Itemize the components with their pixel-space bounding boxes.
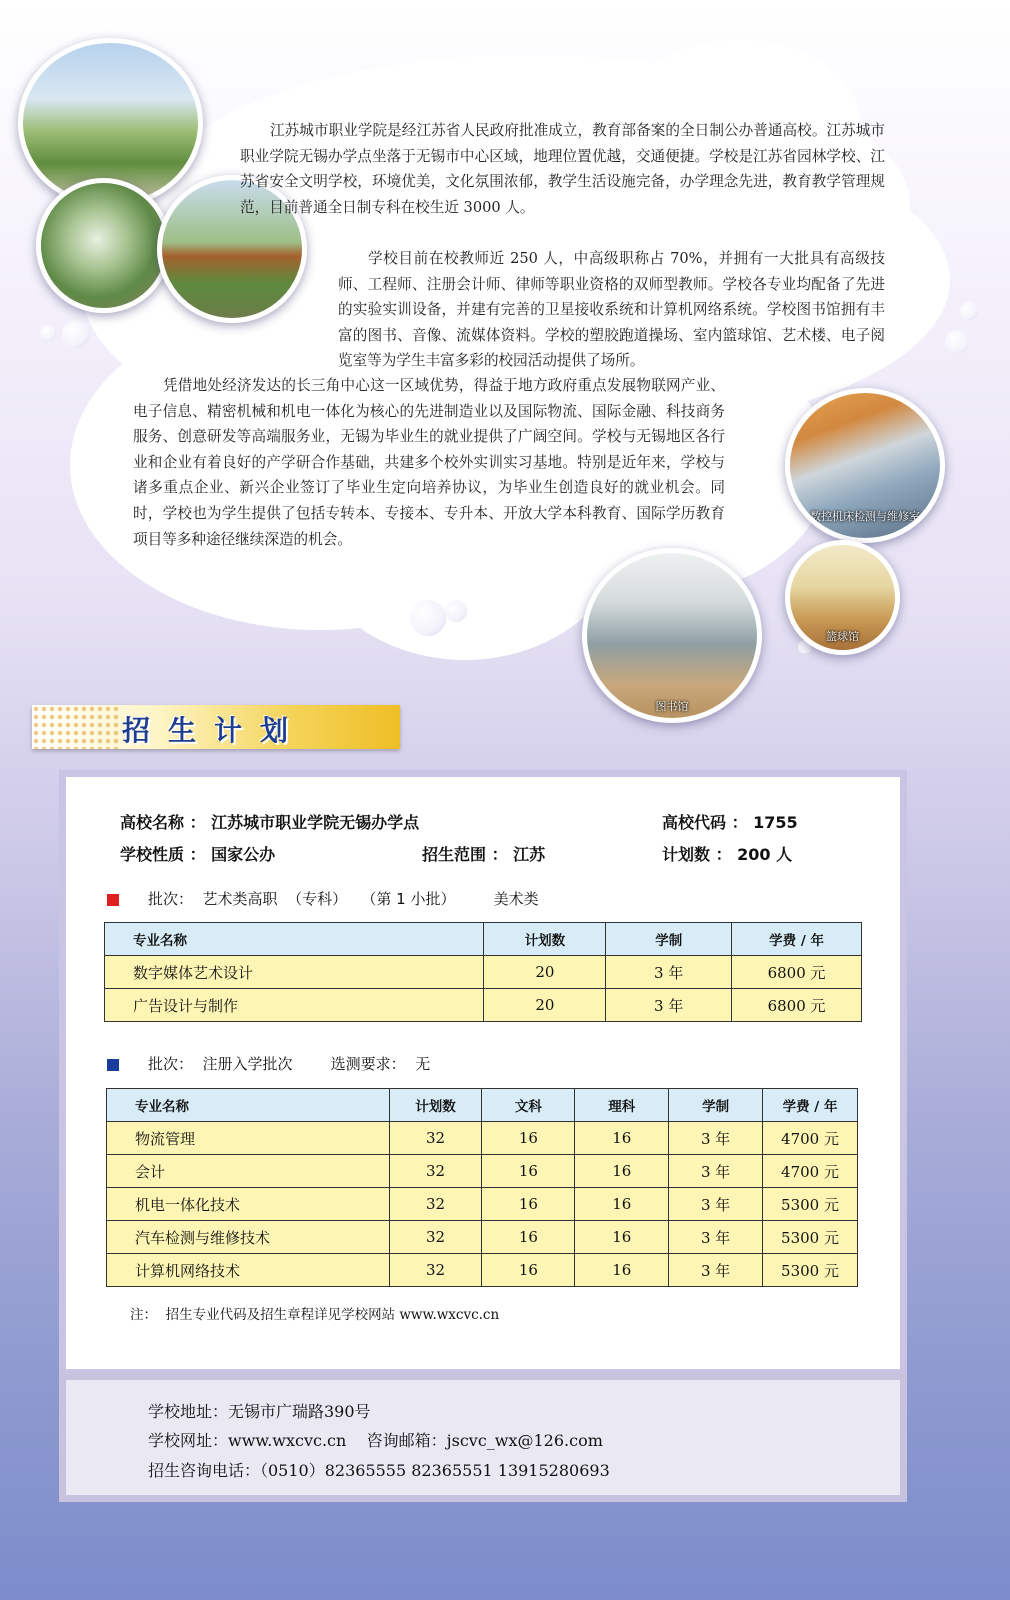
batch1-label: 批次： 艺术类高职 （专科） （第 1 小批） 美术类 [148,890,539,908]
plan-count-row [662,842,792,865]
years-cell: 3 年 [669,1188,763,1221]
table-row [107,1221,858,1254]
years-cell: 3 年 [606,956,732,989]
arts-cell: 16 [482,1155,575,1188]
years-cell: 3 年 [669,1122,763,1155]
table-row [107,1122,858,1155]
major-cell: 物流管理 [107,1122,390,1155]
fee-cell: 6800 元 [732,989,862,1022]
cnc-lab-photo [785,388,945,543]
years-cell: 3 年 [669,1254,763,1287]
school-name-label: 高校名称 ： [120,813,206,832]
major-cell: 数字媒体艺术设计 [105,956,484,989]
batch2-table [106,1088,858,1287]
batch1-table [104,922,862,1022]
school-nature-value: 国家公办 [211,845,276,864]
plan-cell: 32 [389,1221,482,1254]
table-row [107,1188,858,1221]
batch2-label: 批次： 注册入学批次 选测要求： 无 [148,1055,431,1073]
years-cell: 3 年 [606,989,732,1022]
plan-count-label: 计划数 ： [662,845,732,864]
b1-h-plan: 计划数 [484,923,606,956]
fee-cell: 4700 元 [763,1122,858,1155]
batch2-header-row [107,1089,858,1122]
b2-h-science: 理科 [575,1089,669,1122]
science-cell: 16 [575,1221,669,1254]
fee-cell: 4700 元 [763,1155,858,1188]
b1-h-fee: 学费 / 年 [732,923,862,956]
school-name-row [120,810,419,833]
school-address: 学校地址：无锡市广瑞路390号 [148,1402,371,1421]
cnc-lab-caption: 数控机床检测与维修室 [810,510,920,523]
table-row [105,989,862,1022]
plan-count-value: 200 人 [737,845,793,864]
batch1-header-row [105,923,862,956]
enroll-scope-row [422,842,545,865]
years-cell: 3 年 [669,1155,763,1188]
plan-cell: 20 [484,989,606,1022]
science-cell: 16 [575,1155,669,1188]
section-banner [32,705,400,749]
table-row [105,956,862,989]
arts-cell: 16 [482,1254,575,1287]
admission-plan-panel [66,777,900,1369]
b2-h-plan: 计划数 [389,1089,482,1122]
arts-cell: 16 [482,1122,575,1155]
school-website-email: 学校网址：www.wxcvc.cn 咨询邮箱：jscvc_wx@126.com [148,1431,603,1450]
banner-dots [32,705,122,749]
b2-h-arts: 文科 [482,1089,575,1122]
admission-phone: 招生咨询电话：（0510）82365555 82365551 13915280693 [148,1461,610,1480]
b1-h-major: 专业名称 [105,923,484,956]
fee-cell: 5300 元 [763,1254,858,1287]
years-cell: 3 年 [669,1221,763,1254]
major-cell: 汽车检测与维修技术 [107,1221,390,1254]
table-row [107,1254,858,1287]
enroll-scope-value: 江苏 [513,845,546,864]
fee-cell: 5300 元 [763,1221,858,1254]
library-caption: 图书馆 [655,700,689,713]
basketball-hall-photo [785,540,900,655]
school-name-value: 江苏城市职业学院无锡办学点 [211,813,420,832]
science-cell: 16 [575,1254,669,1287]
school-code-row [662,810,798,833]
plan-cell: 32 [389,1155,482,1188]
school-code-label: 高校代码 ： [662,813,748,832]
intro-paragraph-2: 学校目前在校教师近 250 人，中高级职称占 70%，并拥有一大批具有高级技师、工程师、注册会计师、律师等职业资格的双师型教师。学校各专业均配备了先进的实验实训设备，并建有完善的卫星接收系统和计算机网络系统。学校图书馆拥有丰富的图书、音像、流媒体资料。学校的塑胶跑道操场、室内篮球馆、艺术楼、电子阅览室等为学生丰富多彩的校园活动提供了场所。 [338,250,885,370]
library-photo [582,548,762,723]
school-code-value: 1755 [753,813,798,832]
arts-cell: 16 [482,1221,575,1254]
basketball-hall-caption: 篮球馆 [826,630,859,643]
batch1-square-icon [107,894,119,906]
plan-cell: 32 [389,1254,482,1287]
b2-h-major: 专业名称 [107,1089,390,1122]
enroll-scope-label: 招生范围 ： [422,845,508,864]
major-cell: 机电一体化技术 [107,1188,390,1221]
contact-box [66,1380,900,1495]
fee-cell: 5300 元 [763,1188,858,1221]
b1-h-years: 学制 [606,923,732,956]
major-cell: 广告设计与制作 [105,989,484,1022]
intro-paragraph-3: 凭借地处经济发达的长三角中心这一区域优势，得益于地方政府重点发展物联网产业、电子信息、精密机械和机电一体化为核心的先进制造业以及国际物流、国际金融、科技商务服务、创意研发等高端服务业，无锡为毕业生的就业提供了广阔空间。学校与无锡地区各行业和企业有着良好的产学研合作基础，共建多个校外实训实习基地。特别是近年来，学校与诸多重点企业、新兴企业签订了毕业生定向培养协议，为毕业生创造良好的就业机会。同时，学校也为学生提供了包括专转本、专接本、专升本、开放大学本科教育、国际学历教育项目等多种途径继续深造的机会。 [133,377,725,548]
fee-cell: 6800 元 [732,956,862,989]
b2-h-fee: 学费 / 年 [763,1089,858,1122]
plan-cell: 32 [389,1122,482,1155]
school-nature-label: 学校性质 ： [120,845,206,864]
website-note: 注： 招生专业代码及招生章程详见学校网站 www.wxcvc.cn [130,1307,500,1323]
batch2-square-icon [107,1059,119,1071]
science-cell: 16 [575,1188,669,1221]
section-title: 招生计划 [122,714,307,747]
intro-paragraph-1: 江苏城市职业学院是经江苏省人民政府批准成立，教育部备案的全日制公办普通高校。江苏城市职业学院无锡办学点坐落于无锡市中心区域，地理位置优越，交通便捷。学校是江苏省园林学校、江苏省安全文明学校，环境优美，文化氛围浓郁，教学生活设施完备，办学理念先进，教育教学管理规范，目前普通全日制专科在校生近 3000 人。 [240,122,885,216]
plan-cell: 32 [389,1188,482,1221]
science-cell: 16 [575,1122,669,1155]
plan-cell: 20 [484,956,606,989]
major-cell: 会计 [107,1155,390,1188]
b2-h-years: 学制 [669,1089,763,1122]
arts-cell: 16 [482,1188,575,1221]
campus-garden-photo [36,178,171,313]
school-nature-row [120,842,275,865]
major-cell: 计算机网络技术 [107,1254,390,1287]
table-row [107,1155,858,1188]
